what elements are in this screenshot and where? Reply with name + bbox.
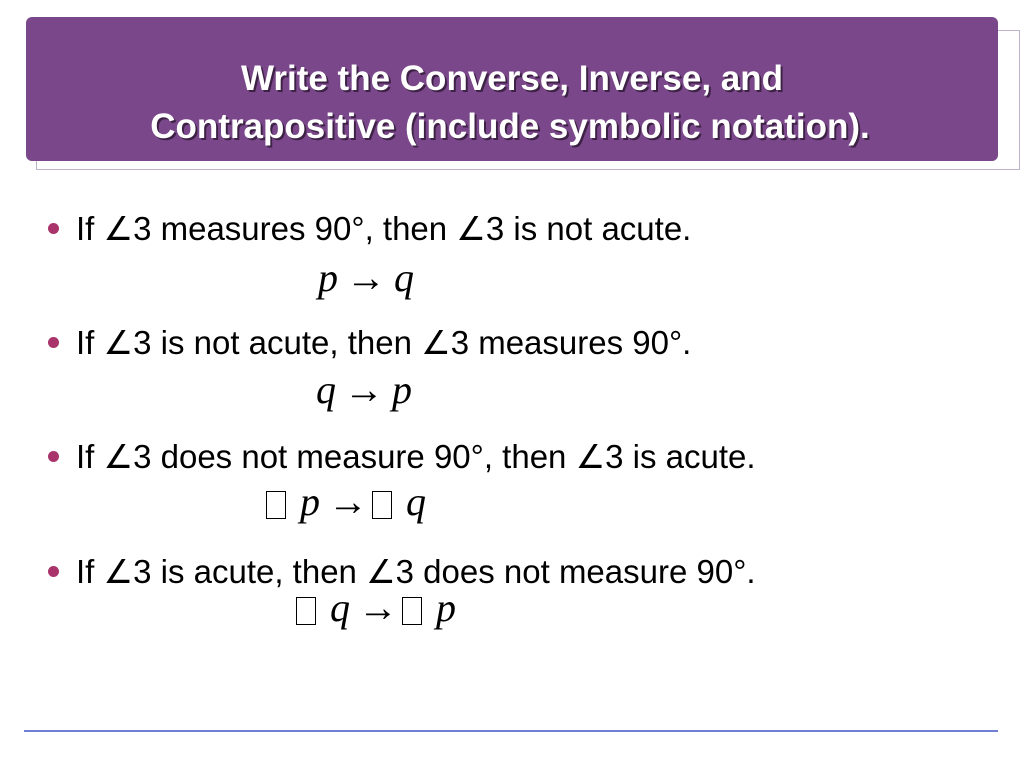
notation-arrow: → [328,479,368,524]
notation-left: p [318,255,338,300]
notation-arrow: → [346,255,386,300]
statement-conditional [48,206,691,250]
notation-left: q [316,367,336,412]
statement-text: If ∠3 is not acute, then ∠3 measures 90°. [76,323,692,361]
notation-right: q [394,255,414,300]
statement-text: If ∠3 does not measure 90°, then ∠3 is acute. [76,437,756,475]
statement-text: If ∠3 is acute, then ∠3 does not measure 90°. [76,552,756,590]
notation-left: q [330,585,350,630]
bullet-dot [48,566,59,577]
notation-contrapositive [296,584,456,632]
notation-right: p [436,585,456,630]
notation-converse [316,366,412,414]
statement-inverse [48,434,756,478]
negation-glyph-icon [296,597,316,625]
notation-arrow: → [358,585,398,630]
slide-title-banner [26,17,998,161]
footer-divider [24,730,998,732]
notation-right: p [392,367,412,412]
notation-right: q [406,479,426,524]
statement-text: If ∠3 measures 90°, then ∠3 is not acute. [76,209,692,247]
negation-glyph-icon [266,491,286,519]
negation-glyph-icon [402,597,422,625]
bullet-dot [48,337,59,348]
bullet-dot [48,223,59,234]
notation-conditional [318,254,414,302]
slide-title-line-2: Contrapositive (include symbolic notation). [150,107,870,146]
negation-glyph-icon [372,491,392,519]
notation-inverse [266,478,426,526]
statement-converse [48,320,691,364]
notation-arrow: → [344,367,384,412]
slide-title-line-1: Write the Converse, Inverse, and [240,59,784,98]
bullet-dot [48,451,59,462]
notation-left: p [300,479,320,524]
